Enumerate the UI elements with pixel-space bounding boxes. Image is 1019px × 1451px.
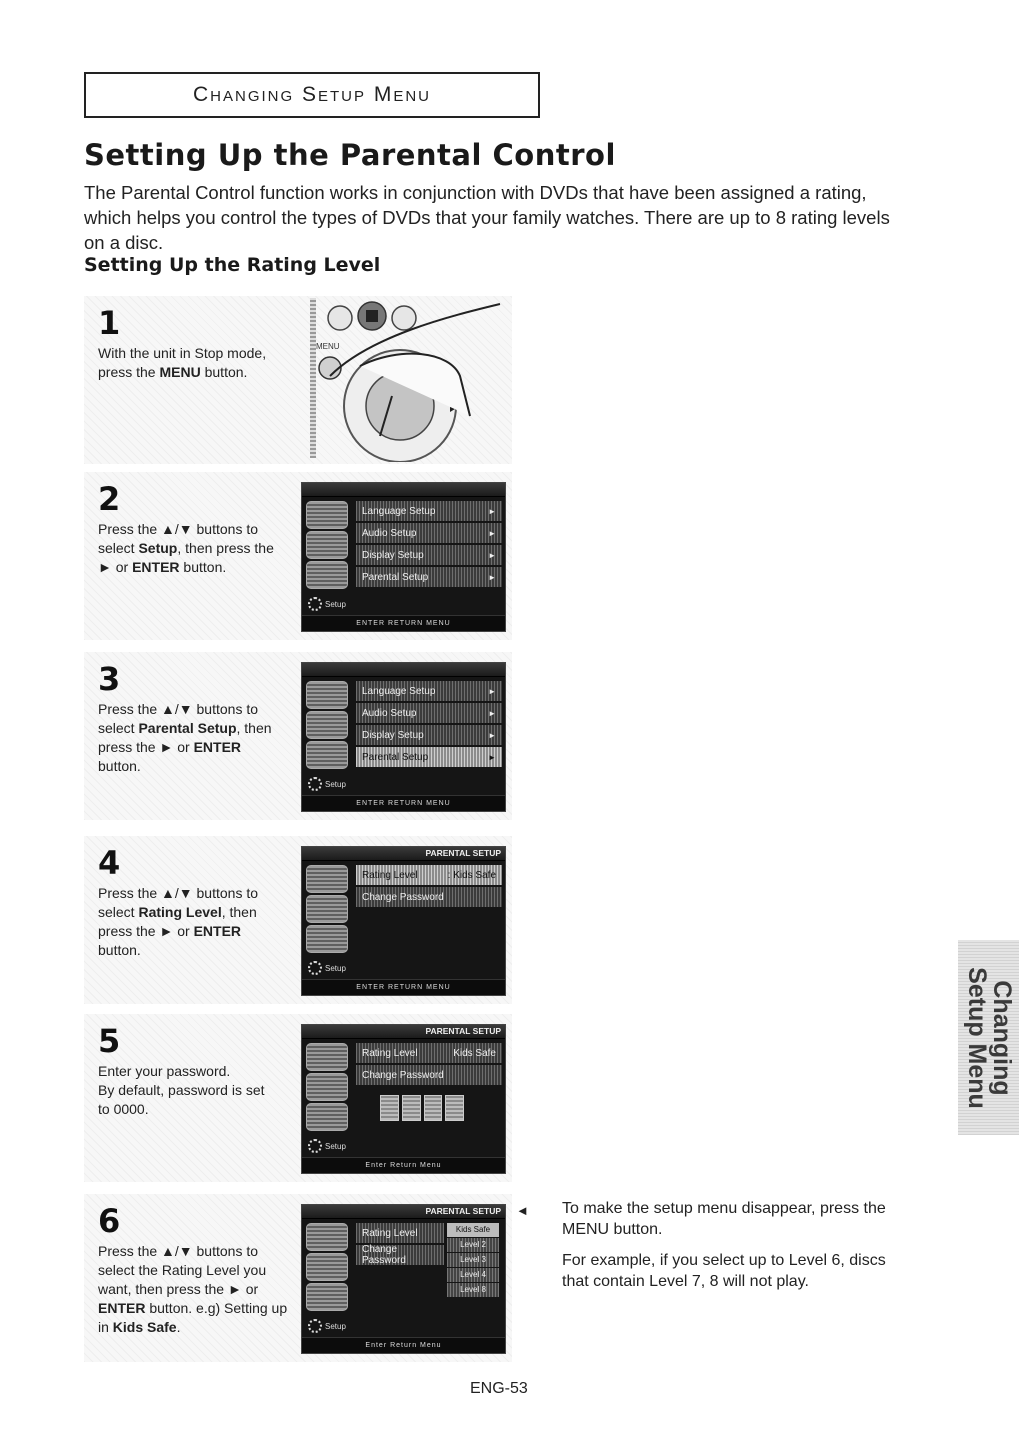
setup-label: Setup: [308, 1319, 346, 1333]
gear-icon: [308, 777, 322, 791]
menu-item-parental: Parental Setup ►: [356, 567, 502, 587]
level-option: Kids Safe: [447, 1223, 499, 1237]
change-password-item: Change Password: [356, 887, 502, 907]
setup-label: Setup: [308, 777, 346, 791]
password-entry: [380, 1095, 464, 1121]
osd-title: PARENTAL SETUP: [425, 1206, 501, 1216]
gear-icon: [308, 961, 322, 975]
change-password-item: Change Password: [356, 1245, 444, 1265]
menu-item-display: Display Setup ►: [356, 725, 502, 745]
menu-item-audio: Audio Setup ►: [356, 523, 502, 543]
step-number: 4: [98, 844, 121, 882]
section-header-box: [84, 72, 540, 118]
subsection-title: Setting Up the Rating Level: [84, 254, 381, 276]
side-tab-line-2: Setup Menu: [962, 966, 991, 1109]
osd-screen: [301, 846, 506, 996]
menu-item-language: Language Setup ►: [356, 501, 502, 521]
note-line-1: To make the setup menu disappear, press the MENU button.: [562, 1200, 886, 1238]
step-instruction: Press the ▲/▼ buttons to select Rating Level, then press the ► or ENTER button.: [98, 885, 259, 958]
step-2: [84, 472, 512, 640]
step-instruction: Enter your password. By default, password is set to 0000.: [98, 1063, 265, 1117]
level-option: Level 4: [447, 1268, 499, 1282]
step-instruction: With the unit in Stop mode, press the MENU button.: [98, 345, 267, 380]
rating-level-list: [447, 1223, 499, 1298]
step-number: 6: [98, 1202, 121, 1240]
osd-footer: Enter Return Menu: [302, 1337, 505, 1353]
osd-footer: Enter Return Menu: [302, 1157, 505, 1173]
rating-level-item: Rating Level: [356, 1223, 444, 1243]
change-password-item: Change Password: [356, 1065, 502, 1085]
step-instruction: Press the ▲/▼ buttons to select Parental Setup, then press the ► or ENTER button.: [98, 701, 272, 774]
level-option: Level 3: [447, 1253, 499, 1267]
osd-screen: [301, 662, 506, 812]
osd-footer: ENTER RETURN MENU: [302, 615, 505, 631]
step-3: [84, 652, 512, 820]
level-option: Level 2: [447, 1238, 499, 1252]
menu-item-parental-selected: Parental Setup ►: [356, 747, 502, 767]
pointer-arrow-icon: ◄: [516, 1203, 529, 1218]
osd-screen: [301, 482, 506, 632]
note-line-2: For example, if you select up to Level 6, discs that contain Level 7, 8 will not play.: [562, 1252, 886, 1290]
step-1: [84, 296, 512, 464]
setup-label: Setup: [308, 961, 346, 975]
step-5: [84, 1014, 512, 1182]
section-label: Changing Setup Menu: [192, 83, 431, 106]
setup-label: Setup: [308, 597, 346, 611]
note: [516, 1198, 913, 1302]
step-4: [84, 836, 512, 1004]
step-number: 2: [98, 480, 121, 518]
osd-footer: ENTER RETURN MENU: [302, 795, 505, 811]
intro-paragraph: The Parental Control function works in conjunction with DVDs that have been assigned a rating, which helps you control the types of DVDs that your family watches. There are up to 8 rating levels on a disc.: [84, 182, 890, 253]
osd-title: PARENTAL SETUP: [425, 848, 501, 858]
menu-item-display: Display Setup ►: [356, 545, 502, 565]
menu-key-label: MENU: [316, 342, 340, 351]
setup-label: Setup: [308, 1139, 346, 1153]
side-tab-line-1: Changing: [987, 979, 1016, 1096]
gear-icon: [308, 1319, 322, 1333]
osd-footer: ENTER RETURN MENU: [302, 979, 505, 995]
side-chapter-tab: [958, 940, 1019, 1135]
step-instruction: Press the ▲/▼ buttons to select Setup, then press the ► or ENTER button.: [98, 521, 274, 575]
gear-icon: [308, 1139, 322, 1153]
rating-level-item: Rating Level Kids Safe: [356, 1043, 502, 1063]
step-number: 5: [98, 1022, 121, 1060]
menu-item-language: Language Setup ►: [356, 681, 502, 701]
step-6: [84, 1194, 512, 1362]
osd-title: PARENTAL SETUP: [425, 1026, 501, 1036]
step-instruction: Press the ▲/▼ buttons to select the Rating Level you want, then press the ► or ENTER button. e.g) Setting up in Kids Safe.: [98, 1243, 288, 1335]
menu-item-audio: Audio Setup ►: [356, 703, 502, 723]
step-number: 1: [98, 304, 121, 342]
level-option: Level 8: [447, 1283, 499, 1297]
page-title: Setting Up the Parental Control: [84, 138, 616, 172]
step-number: 3: [98, 660, 121, 698]
rating-level-item: Rating Level : Kids Safe: [356, 865, 502, 885]
gear-icon: [308, 597, 322, 611]
osd-screen: [301, 1204, 506, 1354]
remote-illustration: [310, 296, 508, 462]
osd-screen: [301, 1024, 506, 1174]
page-number: ENG-53: [470, 1380, 528, 1397]
